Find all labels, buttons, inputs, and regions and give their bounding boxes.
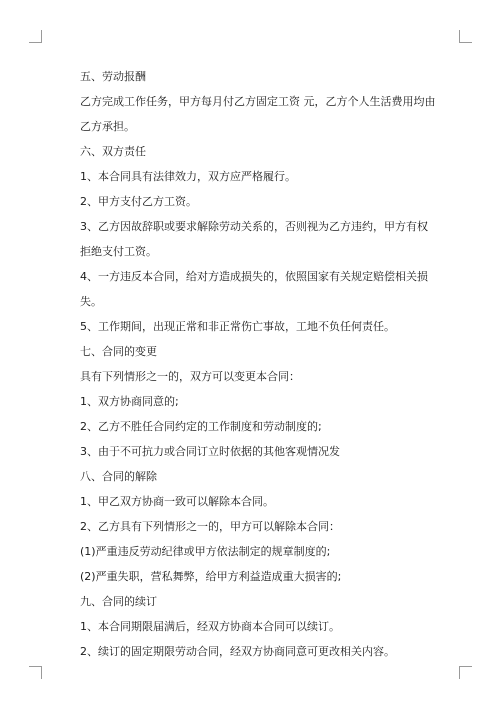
document-body [80, 64, 436, 664]
sub-clause-item: (1)严重违反劳动纪律或甲方依法制定的规章制度的; [80, 545, 331, 558]
section-heading-mutual-responsibilities: 六、双方责任 [80, 145, 146, 158]
clause-item: 2、续订的固定期限劳动合同，经双方协商同意可更改相关内容。 [80, 645, 395, 658]
clause-item: 3、乙方因故辞职或要求解除劳动关系的，否则视为乙方违约，甲方有权拒绝支付工资。 [80, 220, 428, 258]
clause-item: 3、由于不可抗力或合同订立时依据的其他客观情况发 [80, 445, 340, 458]
clause-item: 1、甲乙双方协商一致可以解除本合同。 [80, 495, 274, 508]
clause-item: 4、一方违反本合同，给对方造成损失的，依照国家有关规定赔偿相关损失。 [80, 270, 428, 308]
clause-item: 2、乙方不胜任合同约定的工作制度和劳动制度的; [80, 420, 322, 433]
section-heading-contract-renewal: 九、合同的续订 [80, 595, 157, 608]
clause-item: 5、工作期间，出现正常和非正常伤亡事故，工地不负任何责任。 [80, 320, 395, 333]
clause-intro: 具有下列情形之一的，双方可以变更本合同： [80, 370, 300, 383]
section-heading-contract-termination: 八、合同的解除 [80, 470, 157, 483]
clause-item: 2、甲方支付乙方工资。 [80, 195, 197, 208]
sub-clause-item: (2)严重失职，营私舞弊，给甲方利益造成重大损害的; [80, 570, 342, 583]
clause-item: 1、本合同具有法律效力，双方应严格履行。 [80, 170, 296, 183]
clause-item: 1、双方协商同意的; [80, 395, 179, 408]
section-heading-contract-change: 七、合同的变更 [80, 345, 157, 358]
clause-item: 1、本合同期限届满后，经双方协商本合同可以续订。 [80, 620, 340, 633]
paragraph-salary-terms: 乙方完成工作任务，甲方每月付乙方固定工资 元，乙方个人生活费用均由乙方承担。 [80, 95, 436, 133]
clause-item: 2、乙方具有下列情形之一的，甲方可以解除本合同： [80, 520, 340, 533]
page-corner-mark-top-left [29, 30, 42, 43]
section-heading-labor-remuneration: 五、劳动报酬 [80, 70, 146, 83]
page-corner-mark-bottom-right [459, 666, 472, 679]
page-corner-mark-top-right [459, 30, 472, 43]
page-corner-mark-bottom-left [29, 666, 42, 679]
